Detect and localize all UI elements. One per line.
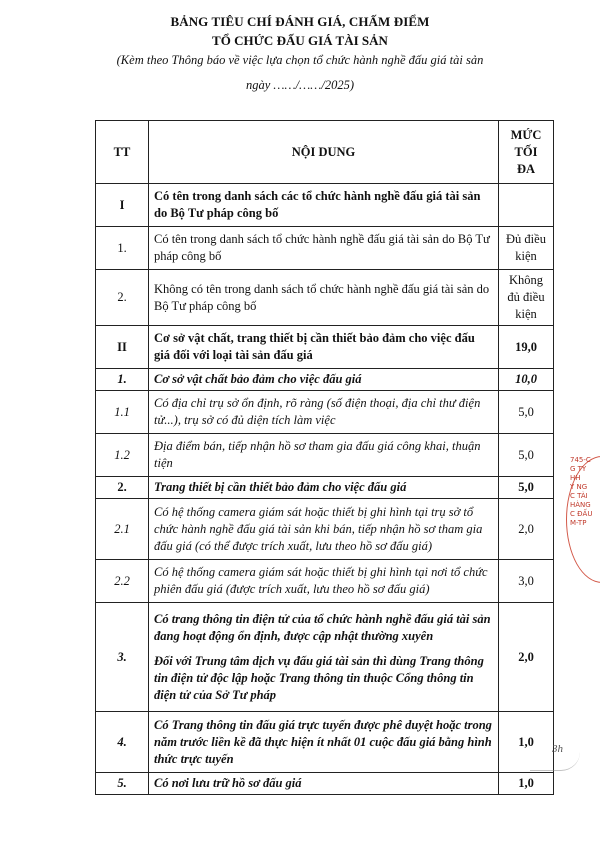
table-row — [96, 227, 554, 270]
row-score: 1,0 — [499, 712, 554, 773]
row-score: 2,0 — [499, 603, 554, 712]
table-row — [96, 434, 554, 477]
row-tt: 5. — [96, 773, 149, 795]
row-content-note: Đối với Trung tâm dịch vụ đấu giá tài sản thì dùng Trang thông tin điện tử độc lập hoặc Trang thông tin thuộc Cổng thông tin điện tử của Sở Tư pháp — [154, 653, 484, 702]
row-tt: 2. — [96, 270, 149, 326]
table-row — [96, 499, 554, 560]
row-tt: 2. — [96, 477, 149, 499]
table-row — [96, 712, 554, 773]
row-score: 5,0 — [499, 434, 554, 477]
row-content: Địa điểm bán, tiếp nhận hồ sơ tham gia đấu giá công khai, thuận tiện — [149, 434, 499, 477]
stamp-line: Y NG — [570, 483, 588, 491]
document-note: (Kèm theo Thông báo về việc lựa chọn tổ chức hành nghề đấu giá tài sản — [116, 53, 484, 67]
stamp-line: G TY — [570, 465, 587, 473]
table-row — [96, 184, 554, 227]
initials-signature: 3h — [552, 743, 563, 755]
row-score: 5,0 — [499, 477, 554, 499]
table-header-row — [96, 121, 554, 184]
document-date-note: ngày ……/……/2025) — [246, 78, 354, 92]
row-content: Trang thiết bị cần thiết bảo đảm cho việc đấu giá — [149, 477, 499, 499]
stamp-line: M-TP — [570, 519, 587, 527]
stamp-line: C TÀI — [570, 492, 588, 500]
row-content: Cơ sở vật chất bảo đảm cho việc đấu giá — [149, 369, 499, 391]
table-row — [96, 369, 554, 391]
row-score: 5,0 — [499, 391, 554, 434]
row-score: 2,0 — [499, 499, 554, 560]
row-content — [149, 603, 499, 712]
seal-stamp — [564, 456, 596, 584]
row-content: Có nơi lưu trữ hồ sơ đấu giá — [149, 773, 499, 795]
row-score: 10,0 — [499, 369, 554, 391]
row-tt: 1.2 — [96, 434, 149, 477]
stamp-line: HH — [570, 474, 581, 482]
row-score: Đủ điều kiện — [499, 227, 554, 270]
page-curl-mark — [530, 752, 580, 771]
table-row — [96, 391, 554, 434]
criteria-table — [95, 120, 554, 795]
table-row — [96, 477, 554, 499]
table-row — [96, 773, 554, 795]
row-content: Cơ sở vật chất, trang thiết bị cần thiết bảo đảm cho việc đấu giá đối với loại tài sản đấu giá — [149, 326, 499, 369]
stamp-line: 745-C — [570, 456, 591, 464]
row-tt: 4. — [96, 712, 149, 773]
row-score — [499, 184, 554, 227]
row-score: 3,0 — [499, 560, 554, 603]
row-content-main: Có trang thông tin điện tử của tổ chức hành nghề đấu giá tài sản đang hoạt động ổn định, được cập nhật thường xuyên — [154, 611, 491, 643]
stamp-line: HÀNG — [570, 501, 591, 509]
row-content: Có Trang thông tin đấu giá trực tuyến được phê duyệt hoặc trong năm trước liền kề đã thực hiện ít nhất 01 cuộc đấu giá bằng hình thức trực tuyến — [149, 712, 499, 773]
row-tt: 1.1 — [96, 391, 149, 434]
table-row — [96, 326, 554, 369]
row-content: Có hệ thống camera giám sát hoặc thiết bị ghi hình tại nơi tổ chức phiên đấu giá (được trích xuất, lưu theo hồ sơ đấu giá) — [149, 560, 499, 603]
row-tt: 1. — [96, 227, 149, 270]
row-score: 1,0 — [499, 773, 554, 795]
stamp-line: C ĐẤU — [570, 510, 593, 518]
table-row — [96, 560, 554, 603]
row-content: Có tên trong danh sách các tổ chức hành nghề đấu giá tài sản do Bộ Tư pháp công bố — [149, 184, 499, 227]
table-row — [96, 270, 554, 326]
header-tt: TT — [96, 121, 149, 184]
row-tt: II — [96, 326, 149, 369]
row-content: Có hệ thống camera giám sát hoặc thiết bị ghi hình tại trụ sở tổ chức hành nghề đấu giá tài sản khi bán, tiếp nhận hồ sơ tham gia đấu giá (có thể được trích xuất, lưu theo hồ sơ đấu giá) — [149, 499, 499, 560]
row-tt: 3. — [96, 603, 149, 712]
row-tt: I — [96, 184, 149, 227]
row-content: Không có tên trong danh sách tổ chức hành nghề đấu giá tài sản do Bộ Tư pháp công bố — [149, 270, 499, 326]
document-title: BẢNG TIÊU CHÍ ĐÁNH GIÁ, CHẤM ĐIỂM — [170, 14, 430, 29]
row-tt: 1. — [96, 369, 149, 391]
header-max-score: MỨC TỐI ĐA — [499, 121, 554, 184]
header-content: NỘI DUNG — [149, 121, 499, 184]
row-content: Có địa chỉ trụ sở ổn định, rõ ràng (số điện thoại, địa chỉ thư điện tử...), trụ sở có đủ diện tích làm việc — [149, 391, 499, 434]
row-score: 19,0 — [499, 326, 554, 369]
row-tt: 2.1 — [96, 499, 149, 560]
table-row — [96, 603, 554, 712]
row-tt: 2.2 — [96, 560, 149, 603]
row-content: Có tên trong danh sách tổ chức hành nghề đấu giá tài sản do Bộ Tư pháp công bố — [149, 227, 499, 270]
row-score: Không đủ điều kiện — [499, 270, 554, 326]
document-subtitle-title: TỔ CHỨC ĐẤU GIÁ TÀI SẢN — [212, 33, 388, 48]
